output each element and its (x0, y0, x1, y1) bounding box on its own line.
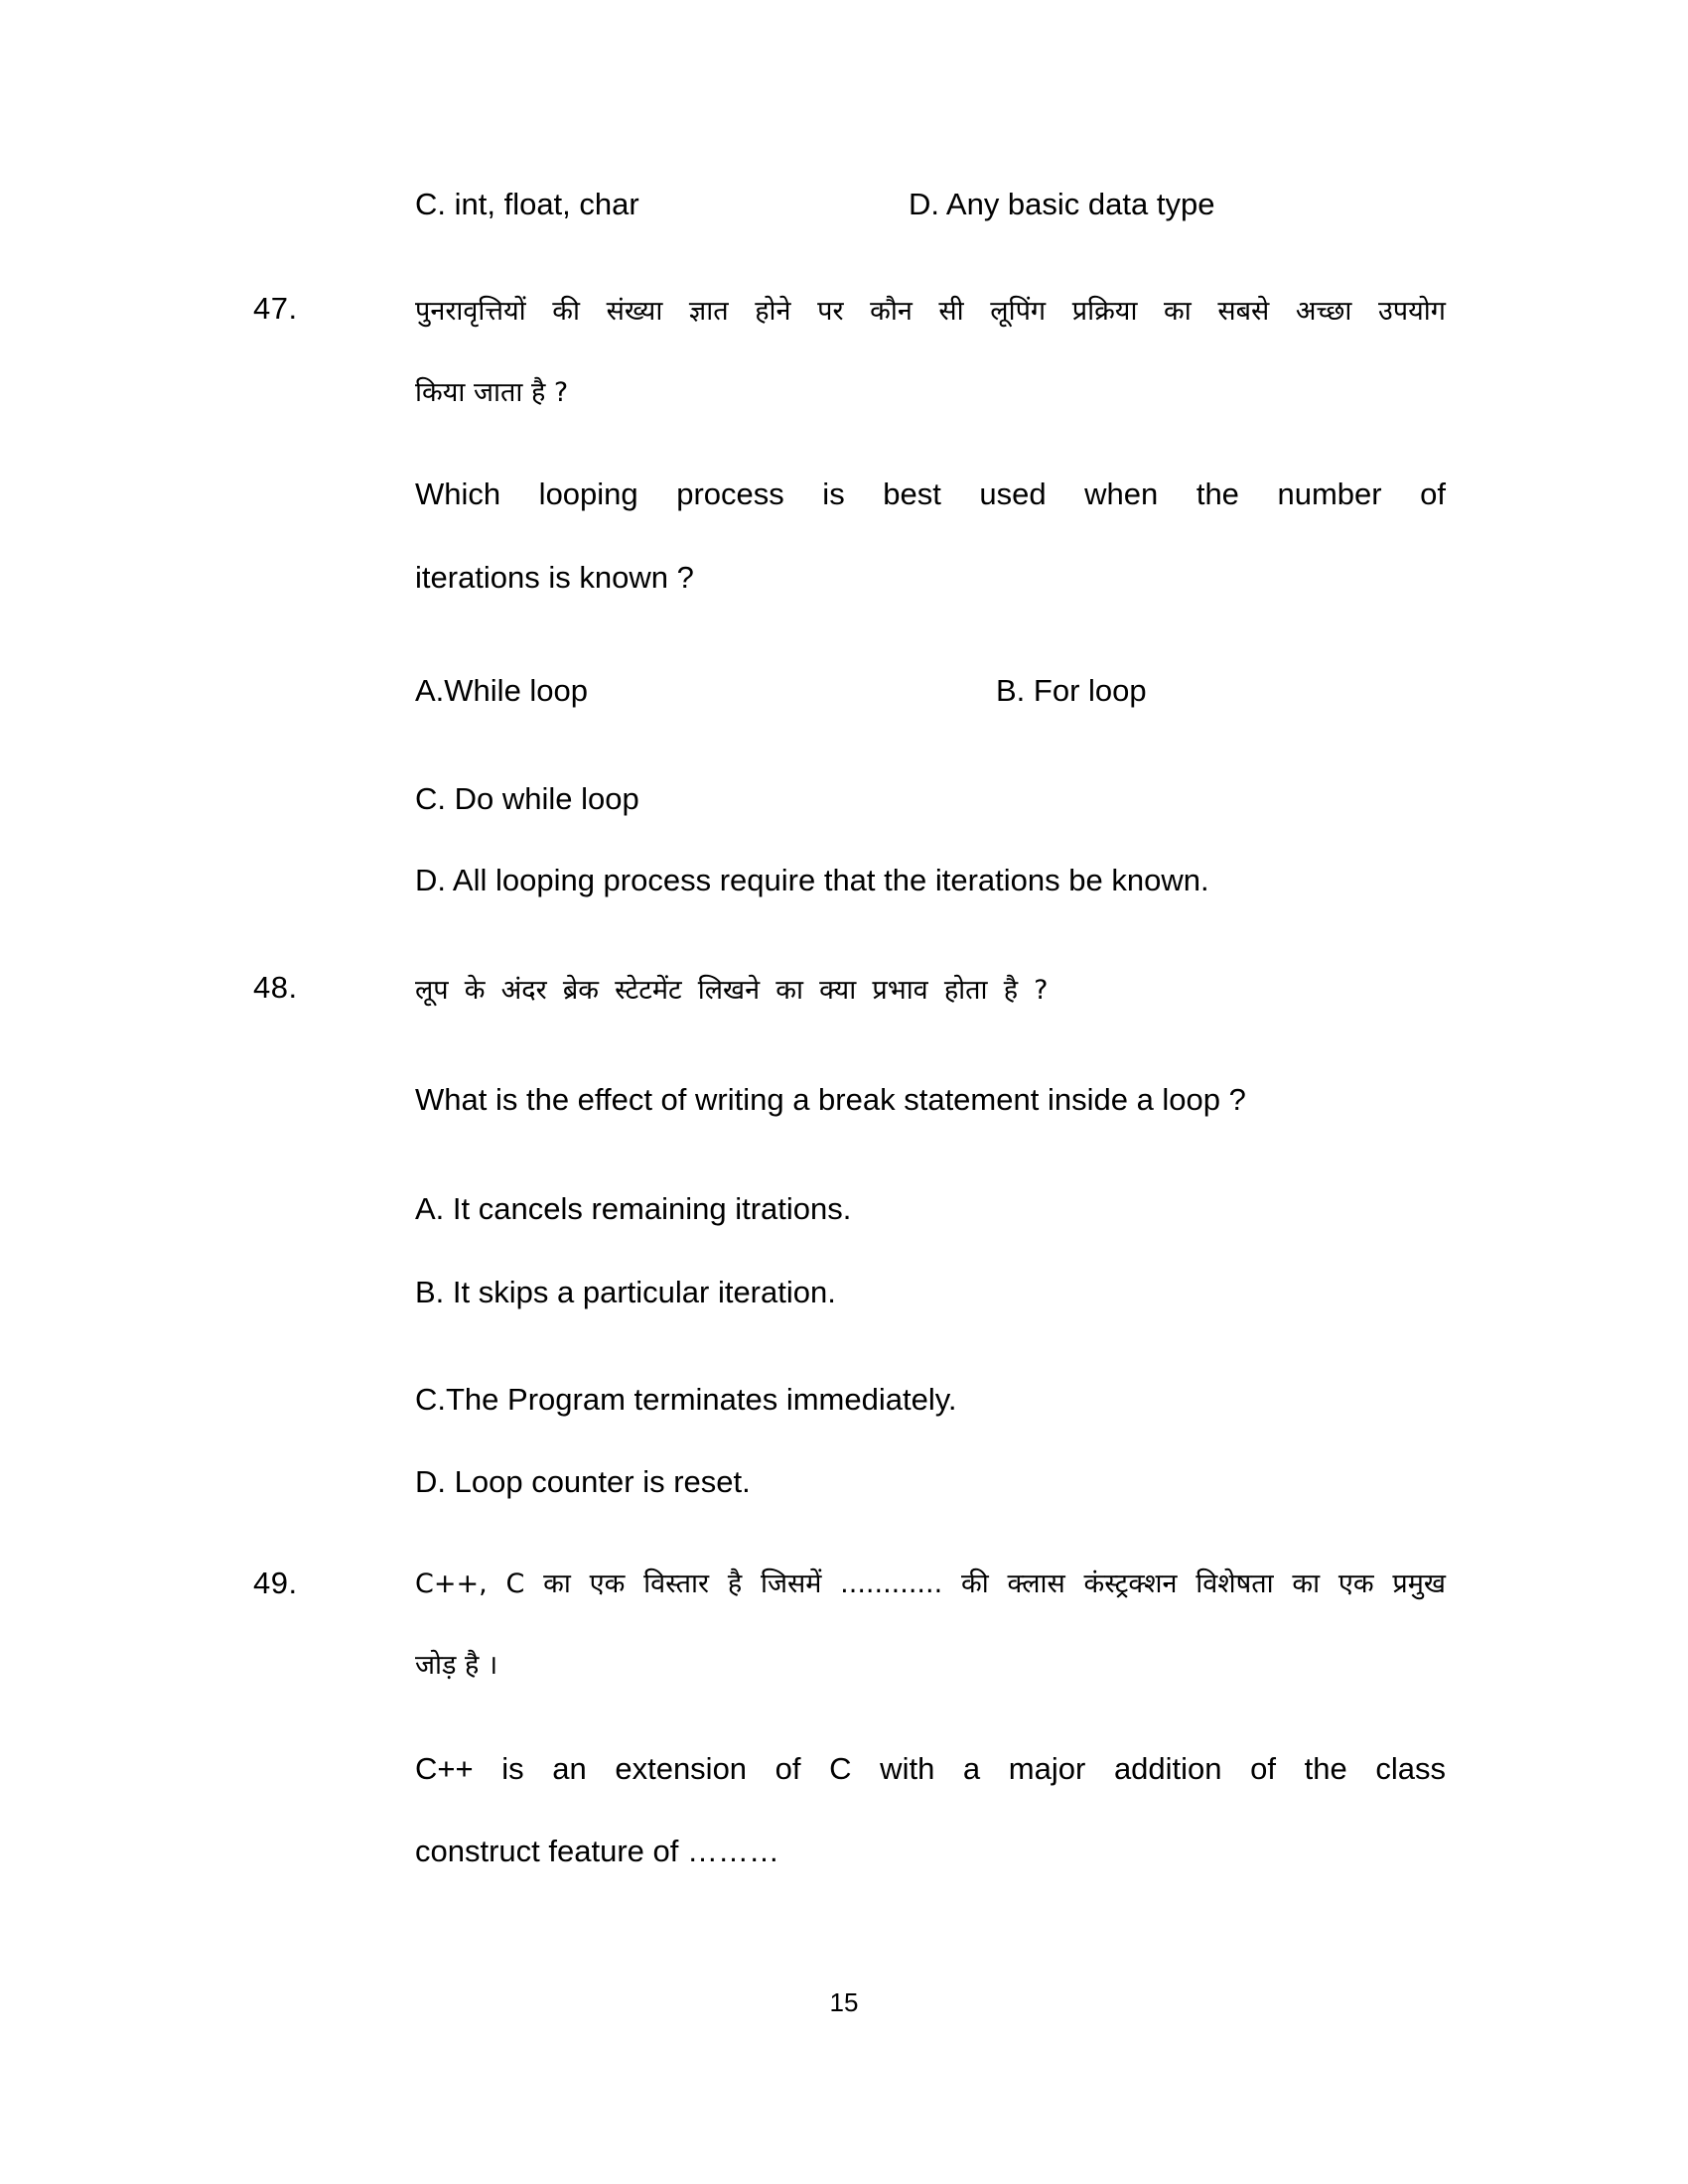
question-47-english-line-2: iterations is known ? (415, 560, 694, 595)
question-number-47: 47. (253, 291, 298, 326)
question-47-option-d[interactable]: D. All looping process require that the iterations be known. (415, 863, 1209, 897)
option-d-previous-question: D. Any basic data type (909, 187, 1215, 221)
question-47-english-line-1: Which looping process is best used when the number of (415, 477, 1446, 511)
question-47-option-b[interactable]: B. For loop (996, 673, 1147, 708)
question-49-english-line-1: C++ is an extension of C with a major addition of the class (415, 1751, 1446, 1786)
option-c-previous-question: C. int, float, char (415, 187, 639, 221)
question-49-hindi-line-1: C++, C का एक विस्तार है जिसमें ............ की क्लास कंस्ट्रक्शन विशेषता का एक प्रमुख (415, 1569, 1446, 1599)
question-48-english-line-1: What is the effect of writing a break statement inside a loop ? (415, 1082, 1246, 1117)
page-number: 15 (829, 1987, 859, 2017)
question-number-48: 48. (253, 970, 298, 1005)
question-47-option-a[interactable]: A.While loop (415, 673, 589, 708)
question-49-hindi-line-2: जोड़ है । (415, 1650, 498, 1681)
question-47-hindi-line-1: पुनरावृत्तियों की संख्या ज्ञात होने पर कौन सी लूपिंग प्रक्रिया का सबसे अच्छा उपयोग (415, 296, 1446, 327)
question-49-english-line-2: construct feature of ……… (415, 1834, 779, 1868)
question-48-option-b[interactable]: B. It skips a particular iteration. (415, 1275, 836, 1309)
question-48-hindi-line-1: लूप के अंदर ब्रेक स्टेटमेंट लिखने का क्या प्रभाव होता है ? (415, 975, 1049, 1006)
question-48-option-d[interactable]: D. Loop counter is reset. (415, 1464, 751, 1499)
question-47-option-c[interactable]: C. Do while loop (415, 781, 639, 816)
question-48-option-c[interactable]: C.The Program terminates immediately. (415, 1382, 957, 1417)
question-47-hindi-line-2: किया जाता है ? (415, 377, 569, 408)
question-48-option-a[interactable]: A. It cancels remaining itrations. (415, 1191, 852, 1226)
question-number-49: 49. (253, 1566, 298, 1600)
